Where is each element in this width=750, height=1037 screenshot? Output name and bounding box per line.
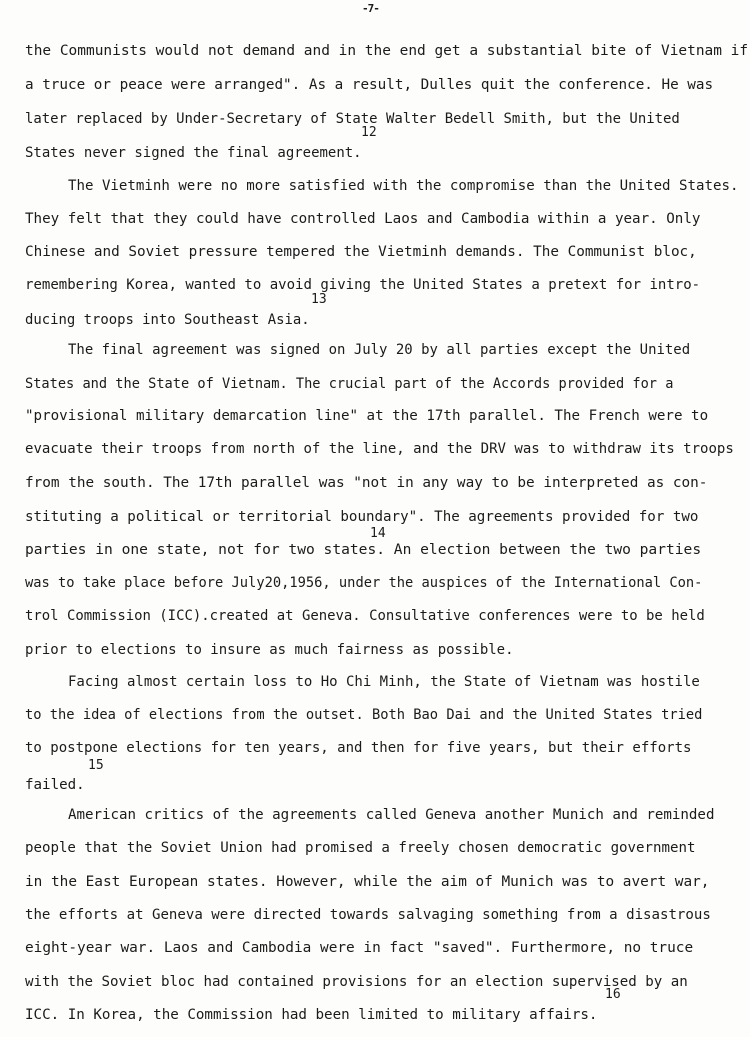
text-line: to postpone elections for ten years, and then for five years, but their efforts	[25, 740, 692, 756]
text-line: eight-year war. Laos and Cambodia were in fact "saved". Furthermore, no truce	[25, 940, 694, 956]
footnote-number: 13	[311, 292, 327, 307]
text-line: ICC. In Korea, the Commission had been limited to military affairs.	[25, 1007, 598, 1023]
text-line: was to take place before July20,1956, under the auspices of the International Con-	[25, 575, 703, 591]
text-line: American critics of the agreements called Geneva another Munich and reminded	[68, 807, 715, 823]
text-line: The Vietminh were no more satisfied with the compromise than the United States.	[68, 178, 739, 194]
footnote-number: 12	[361, 125, 377, 140]
footnote-number: 16	[605, 987, 621, 1002]
text-line: prior to elections to insure as much fairness as possible.	[25, 642, 514, 658]
text-line: "provisional military demarcation line" at the 17th parallel. The French were to	[25, 408, 709, 424]
text-line: people that the Soviet Union had promised a freely chosen democratic government	[25, 840, 696, 856]
text-line: the efforts at Geneva were directed towards salvaging something from a disastrous	[25, 907, 711, 923]
text-line: States and the State of Vietnam. The crucial part of the Accords provided for a	[25, 376, 674, 392]
text-line: States never signed the final agreement.	[25, 145, 362, 161]
text-line: remembering Korea, wanted to avoid giving the United States a pretext for intro-	[25, 277, 701, 293]
text-line: from the south. The 17th parallel was "not in any way to be interpreted as con-	[25, 475, 708, 491]
text-line: Chinese and Soviet pressure tempered the Vietminh demands. The Communist bloc,	[25, 244, 697, 260]
text-line: stituting a political or territorial boundary". The agreements provided for two	[25, 509, 699, 525]
text-line: a truce or peace were arranged". As a result, Dulles quit the conference. He was	[25, 77, 714, 93]
text-line: parties in one state, not for two states. An election between the two parties	[25, 542, 702, 558]
text-line: the Communists would not demand and in the end get a substantial bite of Vietnam if	[25, 43, 749, 59]
text-line: trol Commission (ICC).created at Geneva. Consultative conferences were to be held	[25, 608, 705, 624]
text-line: with the Soviet bloc had contained provisions for an election supervised by an	[25, 974, 688, 990]
text-line: evacuate their troops from north of the line, and the DRV was to withdraw its troops	[25, 441, 734, 457]
page-number: -7-	[362, 2, 379, 15]
footnote-number: 15	[88, 758, 104, 773]
text-line: in the East European states. However, while the aim of Munich was to avert war,	[25, 874, 710, 890]
text-line: later replaced by Under-Secretary of State Walter Bedell Smith, but the United	[25, 111, 680, 127]
text-line: failed.	[25, 777, 85, 793]
text-line: They felt that they could have controlled Laos and Cambodia within a year. Only	[25, 211, 701, 227]
text-line: The final agreement was signed on July 20 by all parties except the United	[68, 342, 691, 358]
text-line: ducing troops into Southeast Asia.	[25, 312, 310, 328]
text-line: Facing almost certain loss to Ho Chi Minh, the State of Vietnam was hostile	[68, 674, 700, 690]
text-line: to the idea of elections from the outset. Both Bao Dai and the United States tried	[25, 707, 703, 723]
footnote-number: 14	[370, 526, 386, 541]
